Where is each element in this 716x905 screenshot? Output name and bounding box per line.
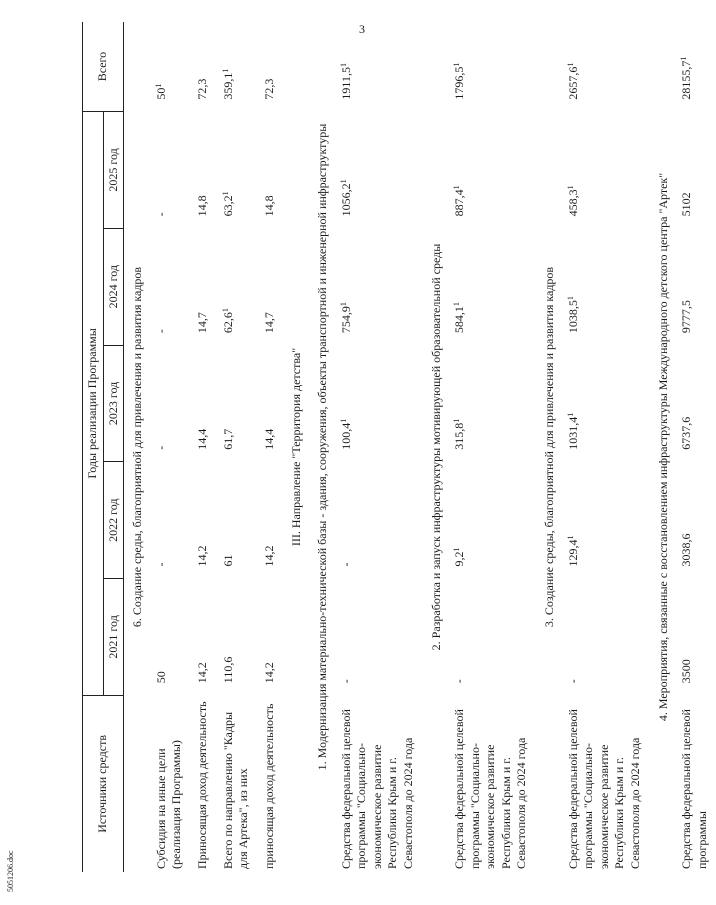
year-value-cell xyxy=(258,345,284,462)
footnote-marker: 1 xyxy=(679,56,689,61)
footnote-marker: 1 xyxy=(153,83,163,88)
year-value-cell xyxy=(191,345,217,462)
value-text: 3500 xyxy=(679,659,694,684)
value-text: 887,4 xyxy=(452,189,467,217)
funding-source-cell: приносящая доход деятельность xyxy=(261,703,276,869)
year-value-cell xyxy=(448,345,536,462)
value-text: 129,4 xyxy=(565,539,580,567)
footnote-marker: 1 xyxy=(565,535,575,540)
footnote-marker: 1 xyxy=(338,302,348,307)
year-value-cell xyxy=(150,345,191,462)
table-row xyxy=(335,22,423,872)
section-title: 3. Создание среды, благоприятной для привлечения и развития кадров xyxy=(542,266,557,628)
funding-table xyxy=(82,22,716,872)
year-header: 2023 год xyxy=(103,345,124,462)
year-value-cell xyxy=(258,228,284,345)
value-text: 754,9 xyxy=(338,306,353,334)
year-value-cell xyxy=(150,579,191,696)
year-value-cell xyxy=(191,579,217,696)
section-heading-row xyxy=(309,22,335,872)
value-text: 14,2 xyxy=(194,545,209,567)
value-text: - xyxy=(153,212,168,217)
footer-file-code: 5051206.doc xyxy=(6,850,15,892)
total-value-cell xyxy=(675,22,716,112)
year-header: 2025 год xyxy=(103,112,124,229)
total-text: 1911,5 xyxy=(338,67,353,100)
footnote-marker: 1 xyxy=(338,418,348,423)
year-value-cell xyxy=(217,345,258,462)
total-value-cell xyxy=(335,22,423,112)
year-value-cell xyxy=(217,228,258,345)
footnote-marker: 1 xyxy=(452,185,462,190)
year-value-cell xyxy=(335,112,423,229)
year-value-cell xyxy=(675,228,716,345)
table-body xyxy=(124,22,716,872)
total-value-cell xyxy=(191,22,217,112)
value-text: 14,8 xyxy=(261,195,276,217)
value-text: 14,2 xyxy=(261,662,276,684)
year-value-cell xyxy=(191,462,217,579)
footnote-marker: 1 xyxy=(452,418,462,423)
total-value-cell xyxy=(150,22,191,112)
year-value-cell xyxy=(258,579,284,696)
value-text: 14,7 xyxy=(194,312,209,334)
value-text: 14,2 xyxy=(261,545,276,567)
section-title: III. Направление "Территория детства" xyxy=(289,347,304,547)
year-value-cell xyxy=(562,228,650,345)
value-text: 315,8 xyxy=(452,422,467,450)
table-row xyxy=(675,22,716,872)
footnote-marker: 1 xyxy=(565,412,575,417)
year-value-cell xyxy=(191,112,217,229)
year-value-cell xyxy=(217,462,258,579)
value-text: - xyxy=(452,679,467,684)
year-value-cell xyxy=(258,462,284,579)
year-value-cell xyxy=(258,112,284,229)
value-text: - xyxy=(338,562,353,567)
table-row xyxy=(448,22,536,872)
year-value-cell xyxy=(675,579,716,696)
footnote-marker: 1 xyxy=(565,62,575,67)
year-value-cell xyxy=(335,579,423,696)
footnote-marker: 1 xyxy=(220,191,230,196)
year-value-cell xyxy=(448,112,536,229)
source-column-header: Источники средств xyxy=(83,695,124,872)
total-value-cell xyxy=(217,22,258,112)
year-value-cell xyxy=(150,112,191,229)
footnote-marker: 1 xyxy=(452,62,462,67)
value-text: 110,6 xyxy=(220,656,235,684)
funding-source-cell: Средства федеральной целевой программы "Социально-экономическое развитие Республики Крым и г. Севастополя до 2024 года xyxy=(452,709,529,869)
year-value-cell xyxy=(448,462,536,579)
year-value-cell xyxy=(448,228,536,345)
year-value-cell xyxy=(448,579,536,696)
value-text: 9777,5 xyxy=(679,300,694,334)
section-heading-row xyxy=(283,22,309,872)
value-text: - xyxy=(153,562,168,567)
year-value-cell xyxy=(562,579,650,696)
total-text: 50 xyxy=(153,87,168,100)
year-value-cell xyxy=(562,462,650,579)
footnote-marker: 1 xyxy=(220,308,230,313)
value-text: 14,8 xyxy=(194,195,209,217)
section-heading-row xyxy=(536,22,562,872)
value-text: 14,7 xyxy=(261,312,276,334)
year-value-cell xyxy=(562,345,650,462)
year-value-cell xyxy=(675,462,716,579)
table-header xyxy=(83,22,124,872)
funding-source-cell: Субсидия на иные цели (реализация Программы) xyxy=(153,740,184,869)
value-text: 14,4 xyxy=(194,428,209,450)
year-value-cell xyxy=(150,462,191,579)
value-text: 1031,4 xyxy=(565,416,580,450)
year-value-cell xyxy=(675,345,716,462)
year-value-cell xyxy=(191,228,217,345)
value-text: 1056,2 xyxy=(338,183,353,217)
total-text: 72,3 xyxy=(261,78,276,100)
total-text: 2657,6 xyxy=(565,66,580,100)
rotated-table-container xyxy=(82,22,709,872)
footnote-marker: 1 xyxy=(338,63,348,68)
value-text: 14,4 xyxy=(261,428,276,450)
value-text: 50 xyxy=(153,671,168,684)
year-value-cell xyxy=(675,112,716,229)
value-text: 5102 xyxy=(679,192,694,217)
value-text: - xyxy=(153,329,168,334)
footnote-marker: 1 xyxy=(220,68,230,73)
value-text: - xyxy=(338,679,353,684)
year-header: 2021 год xyxy=(103,579,124,696)
total-text: 359,1 xyxy=(220,72,235,100)
section-heading-row xyxy=(124,22,150,872)
value-text: 458,3 xyxy=(565,189,580,217)
year-value-cell xyxy=(335,228,423,345)
table-row xyxy=(191,22,217,872)
table-row xyxy=(150,22,191,872)
table-row xyxy=(562,22,650,872)
section-heading-row xyxy=(423,22,449,872)
section-title: 6. Создание среды, благоприятной для привлечения и развития кадров xyxy=(130,266,145,628)
years-group-header: Годы реализации Программы xyxy=(83,112,104,696)
year-header: 2022 год xyxy=(103,462,124,579)
year-value-cell xyxy=(150,228,191,345)
value-text: 100,4 xyxy=(338,422,353,450)
year-value-cell xyxy=(562,112,650,229)
total-column-header: Всего xyxy=(83,22,124,112)
footnote-marker: 1 xyxy=(338,179,348,184)
total-text: 1796,5 xyxy=(452,66,467,100)
value-text: 61,7 xyxy=(220,428,235,450)
table-row xyxy=(217,22,258,872)
value-text: 62,6 xyxy=(220,312,235,334)
footnote-marker: 1 xyxy=(565,296,575,301)
value-text: - xyxy=(565,679,580,684)
total-text: 28155,7 xyxy=(679,60,694,100)
value-text: 1038,5 xyxy=(565,300,580,334)
footnote-marker: 1 xyxy=(452,547,462,552)
value-text: 14,2 xyxy=(194,662,209,684)
year-value-cell xyxy=(335,462,423,579)
total-value-cell xyxy=(258,22,284,112)
section-title: 2. Разработка и запуск инфраструктуры мотивирующей образовательной среды xyxy=(428,243,443,651)
value-text: - xyxy=(153,445,168,450)
section-heading-row xyxy=(650,22,676,872)
value-text: 584,1 xyxy=(452,306,467,334)
value-text: 9,2 xyxy=(452,551,467,567)
footnote-marker: 1 xyxy=(452,302,462,307)
section-title: 4. Мероприятия, связанные с восстановлением инфраструктуры Международного детского центра "Артек" xyxy=(655,172,670,722)
funding-source-cell: Средства федеральной целевой программы "Социально-экономическое развитие Республики Крым и г. Севастополя до 2024 года xyxy=(338,709,415,869)
section-title: 1. Модернизация материально-технической базы - здания, сооружения, объекты транспортной и инженерной инфраструктуры xyxy=(314,123,329,771)
year-value-cell xyxy=(217,579,258,696)
year-value-cell xyxy=(335,345,423,462)
table-row xyxy=(258,22,284,872)
funding-source-cell: Всего по направлению "Кадры для Артека", из них xyxy=(220,711,251,869)
year-value-cell xyxy=(217,112,258,229)
value-text: 61 xyxy=(220,554,235,567)
value-text: 6737,6 xyxy=(679,416,694,450)
footnote-marker: 1 xyxy=(565,185,575,190)
funding-source-cell: Средства федеральной целевой программы "Социально-экономическое развитие Республики Крым и г. Севастополя до 2024 года xyxy=(565,709,643,869)
year-header: 2024 год xyxy=(103,228,124,345)
total-value-cell xyxy=(448,22,536,112)
value-text: 3038,6 xyxy=(679,533,694,567)
total-text: 72,3 xyxy=(194,78,209,100)
funding-source-cell: Приносящая доход деятельность xyxy=(194,701,209,869)
value-text: 63,2 xyxy=(220,195,235,217)
funding-source-cell: Средства федеральной целевой программы xyxy=(679,709,709,869)
page-number: 3 xyxy=(359,22,365,36)
total-value-cell xyxy=(562,22,650,112)
